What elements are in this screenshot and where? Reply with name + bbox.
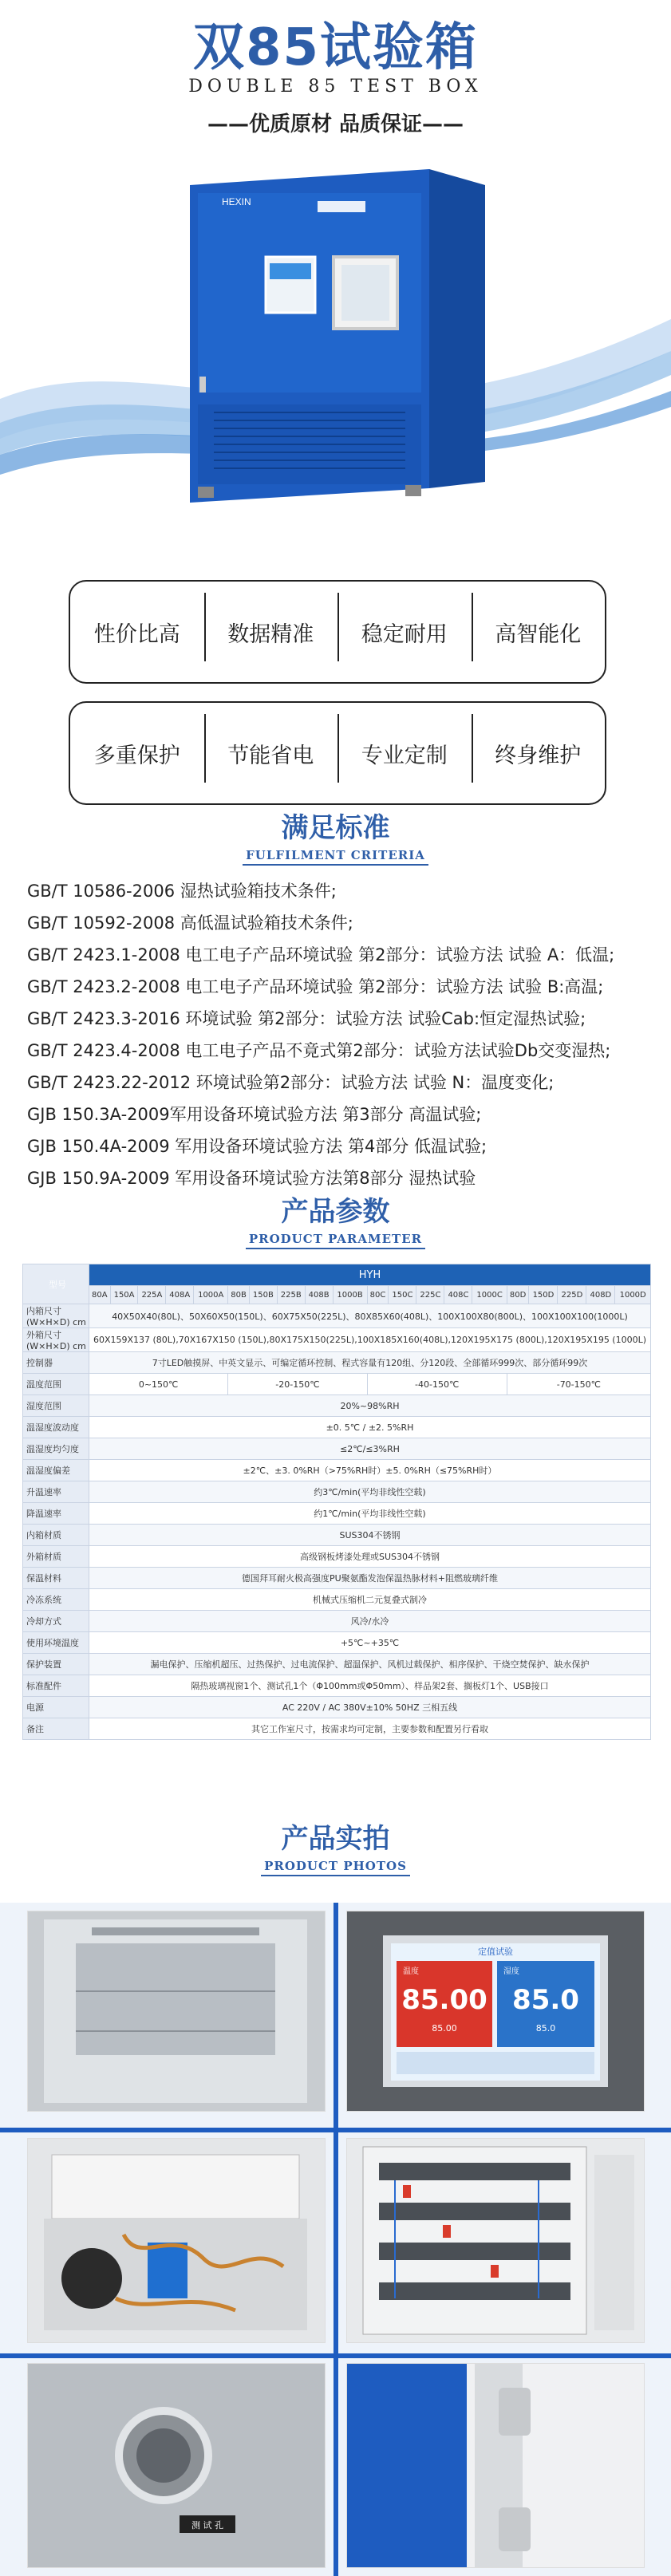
spec-value: AC 220V / AC 380V±10% 50HZ 三相五线 — [89, 1697, 651, 1718]
photos-title: 产品实拍 — [281, 1823, 390, 1855]
photo-divider-v — [334, 1903, 338, 2576]
temp-set: 85.00 — [432, 2023, 457, 2034]
spec-value: 风冷/水冷 — [89, 1611, 651, 1632]
spec-value: 7寸LED触摸屏、中英文显示、可编定循环控制、程式容量有120组、分120段、全部循环999次、部分循环99次 — [89, 1352, 651, 1374]
model-cell: 80D — [507, 1286, 529, 1304]
standard-item: GB/T 2423.3-2016 环境试验 第2部分：试验方法 试验Cab:恒定湿热试验; — [27, 1009, 586, 1028]
model-cell: 150B — [249, 1286, 277, 1304]
spec-value: 机械式压缩机二元复叠式制冷 — [89, 1589, 651, 1611]
spec-label: 内箱尺寸(W×H×D) cm — [23, 1304, 89, 1328]
spec-value: 高级钢板烤漆处理或SUS304不锈钢 — [89, 1546, 651, 1568]
spec-label: 标准配件 — [23, 1675, 89, 1697]
spec-label: 降温速率 — [23, 1503, 89, 1525]
spec-value: 约3℃/min(平均非线性空载) — [89, 1481, 651, 1503]
params-title-en: PRODUCT PARAMETER — [0, 1232, 671, 1249]
photos-title-en: PRODUCT PHOTOS — [0, 1859, 671, 1876]
spec-value: +5℃~+35℃ — [89, 1632, 651, 1654]
spec-value: 隔热玻璃视窗1个、测试孔1个（Φ100mm或Φ50mm）、样品架2套、搁板灯1个、USB接口 — [89, 1675, 651, 1697]
temp-label: 温度 — [403, 1967, 419, 1976]
photo-divider-h1 — [0, 2128, 671, 2132]
model-cell: 408B — [305, 1286, 333, 1304]
subtitle-en: DOUBLE 85 TEST BOX — [188, 77, 483, 97]
photo-test-hole — [27, 2363, 326, 2568]
humi-value: 85.0 — [512, 1984, 579, 2016]
model-cell: 80C — [367, 1286, 389, 1304]
model-cell: 80A — [89, 1286, 111, 1304]
spec-value: 漏电保护、压缩机超压、过热保护、过电流保护、超温保护、风机过载保护、相序保护、干烧空焚保护、缺水保护 — [89, 1654, 651, 1675]
spec-value: 60X159X137 (80L),70X167X150 (150L),80X175X150(225L),100X185X160(408L),120X195X175 (800L),120X195X195 (1000L) — [89, 1328, 651, 1352]
spec-value: 40X50X40(80L)、50X60X50(150L)、60X75X50(225L)、80X85X60(408L)、100X100X80(800L)、100X100X100(1000L) — [89, 1304, 651, 1328]
spec-value: SUS304不锈钢 — [89, 1525, 651, 1546]
model-cell: 150D — [529, 1286, 558, 1304]
standard-item: GB/T 2423.2-2008 电工电子产品环境试验 第2部分：试验方法 试验 B:高温; — [27, 977, 604, 996]
photo-door-hinge — [346, 2363, 645, 2568]
spec-label: 冷冻系统 — [23, 1589, 89, 1611]
standard-item: GJB 150.3A-2009军用设备环境试验方法 第3部分 高温试验; — [27, 1105, 482, 1124]
model-cell: 150A — [110, 1286, 138, 1304]
spec-label: 保护装置 — [23, 1654, 89, 1675]
spec-label: 保温材料 — [23, 1568, 89, 1589]
model-cell: 1000C — [472, 1286, 507, 1304]
standards-title-en: FULFILMENT CRITERIA — [0, 848, 671, 866]
standard-item: GB/T 10592-2008 高低温试验箱技术条件; — [27, 913, 353, 933]
model-cell: 150C — [389, 1286, 416, 1304]
feature-item: 高智能化 — [472, 617, 606, 648]
humi-label: 湿度 — [503, 1967, 519, 1976]
spec-label: 冷却方式 — [23, 1611, 89, 1632]
model-cell: 1000D — [615, 1286, 651, 1304]
model-cell: 408C — [444, 1286, 472, 1304]
standard-item: GB/T 2423.1-2008 电工电子产品环境试验 第2部分：试验方法 试验 A：低温; — [27, 945, 615, 965]
feature-item: 数据精准 — [204, 617, 338, 648]
model-cell: 225A — [138, 1286, 166, 1304]
standards-title: 满足标准 — [281, 812, 390, 844]
page-title: 双85试验箱 — [192, 18, 479, 77]
photo-control-screen — [346, 1911, 645, 2112]
model-cell: 408D — [586, 1286, 615, 1304]
standard-item: GB/T 2423.22-2012 环境试验第2部分：试验方法 试验 N：温度变化; — [27, 1073, 555, 1092]
temp-value: 85.00 — [401, 1984, 487, 2016]
spec-value: 约1℃/min(平均非线性空载) — [89, 1503, 651, 1525]
spec-value: -20-150℃ — [228, 1374, 367, 1395]
photo-interior — [27, 1911, 326, 2112]
spec-label: 温湿度偏差 — [23, 1460, 89, 1481]
test-chamber-image — [166, 169, 504, 512]
humi-set: 85.0 — [535, 2023, 556, 2034]
feature-item: 终身维护 — [472, 738, 606, 769]
params-title: 产品参数 — [281, 1196, 390, 1228]
standard-item: GJB 150.4A-2009 军用设备环境试验方法 第4部分 低温试验; — [27, 1137, 487, 1156]
spec-label: 控制器 — [23, 1352, 89, 1374]
standard-item: GB/T 10586-2006 湿热试验箱技术条件; — [27, 882, 337, 901]
model-cell: 225B — [277, 1286, 305, 1304]
spec-value: -40-150℃ — [367, 1374, 507, 1395]
features-row-1 — [69, 580, 606, 684]
spec-label: 温度范围 — [23, 1374, 89, 1395]
model-cell: 225C — [416, 1286, 444, 1304]
model-cell: 1000B — [333, 1286, 367, 1304]
photo-electrical-panel — [346, 2138, 645, 2343]
spec-value: 0~150℃ — [89, 1374, 228, 1395]
model-cell: 225D — [558, 1286, 586, 1304]
spec-label: 外箱材质 — [23, 1546, 89, 1568]
screen-header: 定值试验 — [478, 1947, 513, 1957]
spec-value: 20%~98%RH — [89, 1395, 651, 1417]
photo-refrigeration — [27, 2138, 326, 2343]
spec-label: 电源 — [23, 1697, 89, 1718]
spec-label: 内箱材质 — [23, 1525, 89, 1546]
spec-label: 温湿度均匀度 — [23, 1438, 89, 1460]
features-row-2 — [69, 701, 606, 805]
spec-label: 备注 — [23, 1718, 89, 1740]
spec-label: 湿度范围 — [23, 1395, 89, 1417]
svg-text:HEXIN: HEXIN — [222, 196, 251, 207]
spec-value: -70-150℃ — [507, 1374, 650, 1395]
standard-item: GJB 150.9A-2009 军用设备环境试验方法第8部分 湿热试验 — [27, 1169, 476, 1188]
feature-item: 稳定耐用 — [337, 617, 472, 648]
spec-table — [22, 1264, 651, 1740]
model-label: 型号 — [23, 1264, 89, 1304]
spec-value: 德国拜耳耐火极高强度PU聚氨酯发泡保温热脉材料+阻燃玻璃纤维 — [89, 1568, 651, 1589]
spec-label: 升温速率 — [23, 1481, 89, 1503]
spec-label: 外箱尺寸(W×H×D) cm — [23, 1328, 89, 1352]
spec-label: 温湿度波动度 — [23, 1417, 89, 1438]
spec-value: 其它工作室尺寸，按需求均可定制，主要参数和配置另行看取 — [89, 1718, 651, 1740]
slogan: ——优质原材 品质保证—— — [207, 112, 464, 136]
spec-value: ±2℃、±3. 0%RH（>75%RH时）±5. 0%RH（≤75%RH时） — [89, 1460, 651, 1481]
spec-value: ≤2℃/≤3%RH — [89, 1438, 651, 1460]
window-label: 测 试 孔 — [191, 2520, 223, 2531]
photo-divider-h2 — [0, 2353, 671, 2358]
model-cell: 80B — [228, 1286, 250, 1304]
model-cell: 1000A — [194, 1286, 228, 1304]
feature-item: 性价比高 — [93, 621, 180, 647]
model-cell: 408A — [166, 1286, 194, 1304]
hero-section — [0, 0, 671, 535]
feature-item: 多重保护 — [93, 743, 180, 768]
feature-item: 节能省电 — [204, 738, 338, 769]
feature-item: 专业定制 — [337, 738, 472, 769]
spec-label: 使用环境温度 — [23, 1632, 89, 1654]
spec-value: ±0. 5℃ / ±2. 5%RH — [89, 1417, 651, 1438]
standard-item: GB/T 2423.4-2008 电工电子产品不竟式第2部分：试验方法试验Db交变湿热; — [27, 1041, 611, 1060]
series-name: HYH — [89, 1264, 651, 1286]
